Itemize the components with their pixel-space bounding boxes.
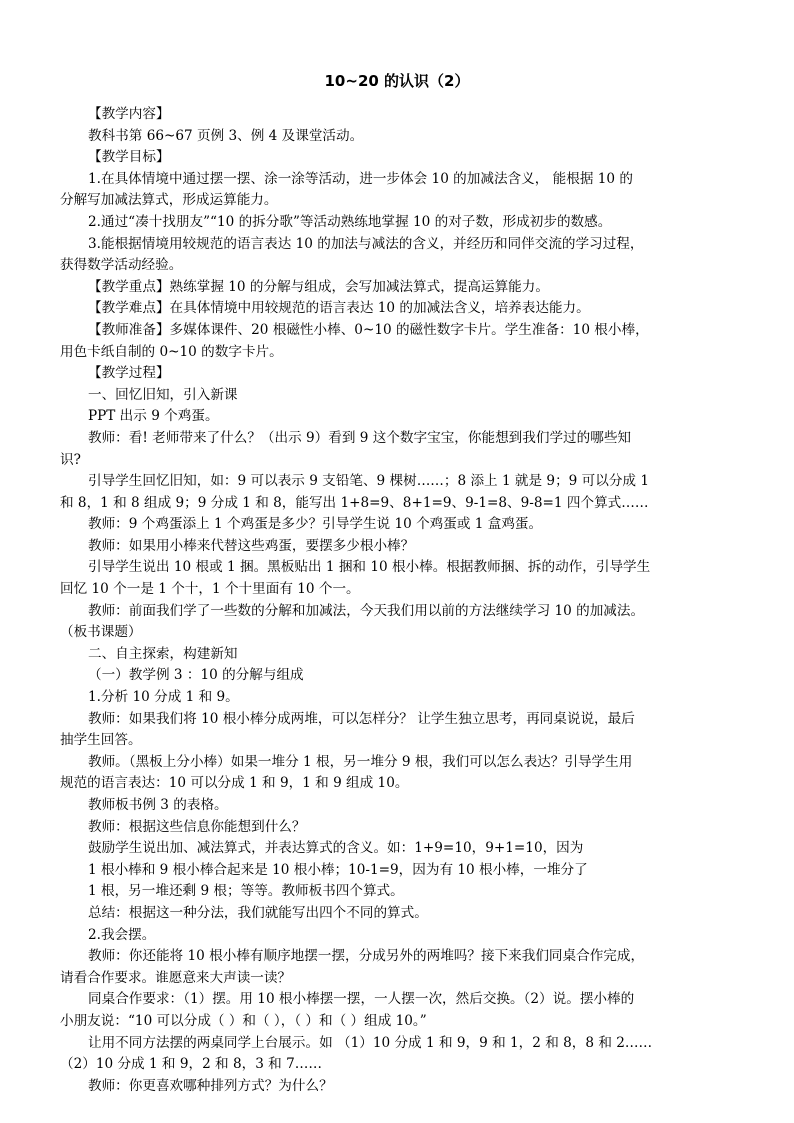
text-line: 教师：如果我们将 10 根小棒分成两堆，可以怎样分？ 让学生独立思考，再同桌说说，最后 bbox=[88, 710, 635, 727]
text-line: 【教学过程】 bbox=[88, 365, 170, 382]
text-line: 和 8，1 和 8 组成 9；9 分成 1 和 8，能写出 1+8=9、8+1=9、9-1=8、9-8=1 四个算式…… bbox=[60, 494, 649, 511]
text-line: 总结：根据这一种分法，我们就能写出四个不同的算式。 bbox=[88, 904, 428, 921]
text-line: 1.分析 10 分成 1 和 9。 bbox=[88, 689, 239, 706]
text-line: 2.我会摆。 bbox=[88, 926, 156, 943]
text-line: 【教学内容】 bbox=[88, 106, 170, 122]
text-line: 回忆 10 个一是 1 个十，1 个十里面有 10 个一。 bbox=[60, 581, 360, 598]
text-line: 【教师准备】多媒体课件、20 根磁性小棒、0~10 的磁性数字卡片。学生准备：10 根小棒， bbox=[88, 321, 649, 338]
document-title: 10~20 的认识（2） bbox=[324, 72, 470, 90]
text-line: 引导学生说出 10 根或 1 捆。黑板贴出 1 捆和 10 根小棒。根据教师捆、拆的动作，引导学生 bbox=[88, 559, 651, 576]
text-line: 1 根小棒和 9 根小棒合起来是 10 根小棒；10-1=9，因为有 10 根小棒，一堆分了 bbox=[88, 861, 588, 878]
text-line: 识? bbox=[60, 451, 81, 468]
text-line: 小朋友说：“10 可以分成（ ）和（ ），（ ）和（ ）组成 10。” bbox=[60, 1012, 427, 1029]
text-line: 同桌合作要求：（1）摆。用 10 根小棒摆一摆，一人摆一次，然后交换。（2）说。摆小棒的 bbox=[88, 991, 635, 1008]
text-line: 【教学难点】在具体情境中用较规范的语言表达 10 的加减法含义，培养表达能力。 bbox=[88, 300, 590, 317]
text-line: 教师板书例 3 的表格。 bbox=[88, 797, 228, 813]
text-line: 抽学生回答。 bbox=[60, 732, 142, 749]
text-line: 分解写加减法算式，形成运算能力。 bbox=[60, 192, 278, 209]
text-line: 用色卡纸自制的 0~10 的数字卡片。 bbox=[60, 343, 283, 360]
text-line: （2）10 分成 1 和 9，2 和 8，3 和 7…… bbox=[60, 1056, 322, 1073]
text-line: 请看合作要求。谁愿意来大声读一读？ bbox=[60, 969, 292, 986]
text-line: 2.通过“凑十找朋友”“10 的拆分歌”等活动熟练地掌握 10 的对子数，形成初步的数感。 bbox=[88, 213, 612, 230]
text-line: 让用不同方法摆的两桌同学上台展示。如 （1）10 分成 1 和 9，9 和 1，2 和 8，8 和 2…… bbox=[88, 1034, 653, 1051]
text-line: 一、回忆旧知，引入新课 bbox=[88, 386, 238, 403]
text-line: 教师：你更喜欢哪种排列方式？为什么？ bbox=[88, 1077, 333, 1094]
text-line: 教师：前面我们学了一些数的分解和加减法，今天我们用以前的方法继续学习 10 的加减法。 bbox=[88, 602, 645, 619]
text-line: （一）教学例 3 ：10 的分解与组成 bbox=[88, 667, 304, 684]
text-line: 教科书第 66~67 页例 3、例 4 及课堂活动。 bbox=[88, 127, 364, 144]
text-line: 教师：看! 老师带来了什么？（出示 9）看到 9 这个数字宝宝，你能想到我们学过的哪些知 bbox=[88, 429, 632, 446]
text-line: 1.在具体情境中通过摆一摆、涂一涂等活动，进一步体会 10 的加减法含义， 能根据 10 的 bbox=[88, 170, 633, 187]
text-line: （板书课题） bbox=[60, 624, 142, 641]
text-line: 1 根，另一堆还剩 9 根；等等。教师板书四个算式。 bbox=[88, 883, 404, 900]
text-line: 规范的语言表达：10 可以分成 1 和 9，1 和 9 组成 10。 bbox=[60, 775, 409, 792]
document-body bbox=[60, 104, 736, 1097]
text-line: 鼓励学生说出加、减法算式，并表达算式的含义。如：1+9=10，9+1=10，因为 bbox=[88, 840, 584, 857]
text-line: 获得数学活动经验。 bbox=[60, 257, 183, 274]
text-line: 3.能根据情境用较规范的语言表达 10 的加法与减法的含义，并经历和同伴交流的学习过程， bbox=[88, 235, 644, 252]
text-line: PPT 出示 9 个鸡蛋。 bbox=[88, 408, 219, 425]
text-line: 引导学生回忆旧知，如：9 可以表示 9 支铅笔、9 棵树……；8 添上 1 就是 9；9 可以分成 1 bbox=[88, 473, 649, 490]
text-line: 教师：根据这些信息你能想到什么？ bbox=[88, 818, 306, 835]
text-line: 教师：如果用小棒来代替这些鸡蛋，要摆多少根小棒？ bbox=[88, 537, 415, 554]
text-line: 【教学重点】熟练掌握 10 的分解与组成，会写加减法算式，提高运算能力。 bbox=[88, 278, 549, 295]
text-line: 教师：9 个鸡蛋添上 1 个鸡蛋是多少？引导学生说 10 个鸡蛋或 1 盒鸡蛋。 bbox=[88, 516, 543, 533]
text-line: 教师。（黑板上分小棒）如果一堆分 1 根，另一堆分 9 根，我们可以怎么表达？引导学生用 bbox=[88, 753, 633, 770]
text-line: 教师：你还能将 10 根小棒有顺序地摆一摆，分成另外的两堆吗？接下来我们同桌合作完成， bbox=[88, 948, 645, 965]
text-line: 【教学目标】 bbox=[88, 149, 170, 166]
text-line: 二、自主探索，构建新知 bbox=[88, 645, 238, 662]
